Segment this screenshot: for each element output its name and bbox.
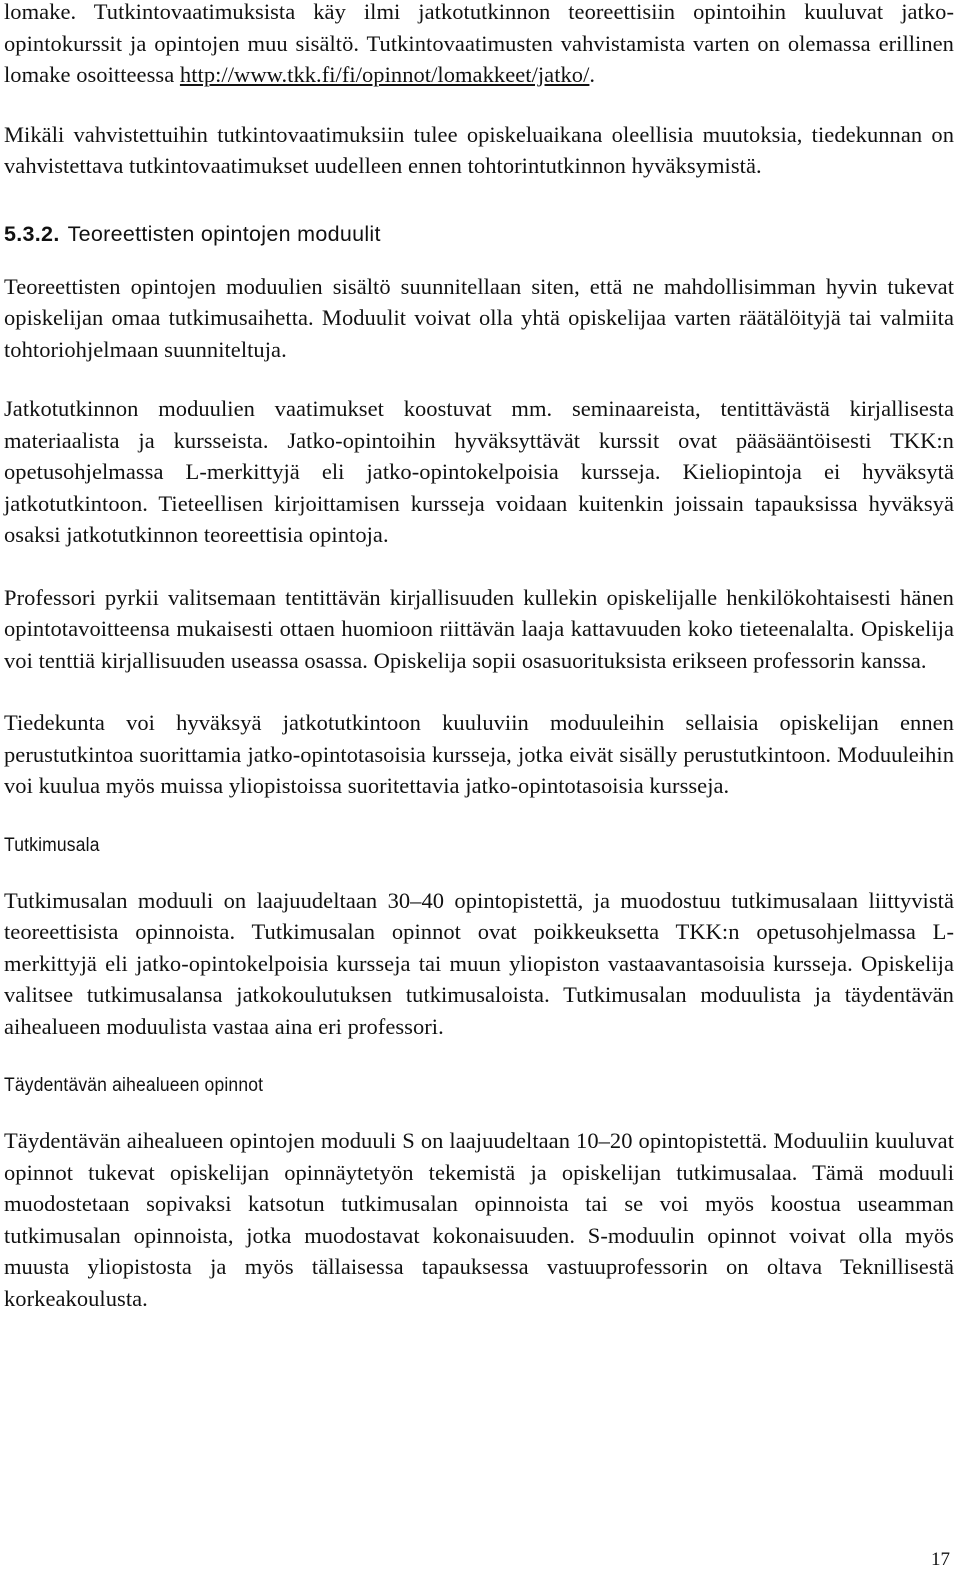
forms-link[interactable]: http://www.tkk.fi/fi/opinnot/lomakkeet/jatko/ (179, 62, 590, 87)
intro-text: lomake. Tutkintovaatimuksista käy ilmi jatkotutkinnon teoreettisiin opintoihin kuuluvat jatko-opintokurssit ja opintojen muu sisältö. Tutkintovaatimusten vahvistamista varten on olemassa erillinen lomake osoitteessa (4, 0, 954, 87)
research-area-heading: Tutkimusala (4, 834, 100, 856)
research-area-paragraph: Tutkimusalan moduuli on laajuudeltaan 30–40 opintopistettä, ja muodostuu tutkimusalaan liittyvistä teoreettisista opinnoista. Tutkimusalan opinnot ovat poikkeuksetta TKK:n opetusohjelmassa L-merkittyjä eli jatko-opintokelpoisia kursseja tai muun yliopiston vastaavantasoisia kursseja. Opiskelija valitsee tutkimusalansa jatkokoulutuksen tutkimusaloista. Tutkimusalan moduulista ja täydentävän aihealueen moduulista vastaa aina eri professori. (4, 887, 954, 1039)
modules-paragraph-2: Jatkotutkinnon moduulien vaatimukset koostuvat mm. seminaareista, tentittävästä kirjallisesta materiaalista ja kursseista. Jatko-opintoihin hyväksyttävät kurssit ovat pääsääntöisesti TKK:n opetusohjelmassa L-merkittyjä eli jatko-opintokelpoisia kursseja. Kieliopintoja ei hyväksytä jatkotutkintoon. Tieteellisen kirjoittamisen kursseja voidaan kuitenkin joissain tapauksissa hyväksyä osaksi jatkotutkinnon teoreettisia opintoja. (4, 396, 954, 547)
section-title: Teoreettisten opintojen moduulit (67, 221, 381, 246)
supplementary-heading: Täydentävän aihealueen opinnot (4, 1075, 264, 1096)
modules-paragraph-1: Teoreettisten opintojen moduulien sisältö suunnitellaan siten, että ne mahdollisimman hyvin tukevat opiskelijan omaa tutkimusaihetta. Moduulit voivat olla yhtä opiskelijaa varten räätälöityjä tai valmiita tohtoriohjelmaan suunniteltuja. (4, 273, 954, 362)
section-number: 5.3.2. (4, 221, 60, 246)
intro-text-end: . (589, 62, 596, 87)
page-number: 17 (931, 1549, 950, 1570)
supplementary-paragraph: Täydentävän aihealueen opintojen moduuli S on laajuudeltaan 10–20 opintopistettä. Moduuliin kuuluvat opinnot tukevat opiskelijan opinnäytetyön tekemistä ja opiskelijan tutkimusalaa. Tämä moduuli muodostetaan sopivaksi katsotun tutkimusalan opinnoista tai se voi myös koostua useamman tutkimusalan opinnoista, jotka muodostavat kokonaisuuden. S-moduulin opinnot voivat olla myös muusta yliopistosta ja myös tällaisessa tapauksessa vastuuprofessorin on oltava Teknillisestä korkeakoulusta. (4, 1128, 954, 1311)
faculty-paragraph: Tiedekunta voi hyväksyä jatkotutkintoon kuuluviin moduuleihin sellaisia opiskelijan ennen perustutkintoa suorittamia jatko-opintotasoisia kursseja, jotka eivät sisälly perustutkintoon. Moduuleihin voi kuulua myös muissa yliopistoissa suoritettavia jatko-opintotasoisia kursseja. (4, 710, 954, 798)
intro-paragraph (4, 0, 954, 91)
changes-paragraph: Mikäli vahvistettuihin tutkintovaatimuksiin tulee opiskeluaikana oleellisia muutoksia, tiedekunnan on vahvistettava tutkintovaatimukset uudelleen ennen tohtorintutkinnon hyväksymistä. (4, 121, 954, 178)
section-heading (4, 219, 954, 249)
professor-paragraph: Professori pyrkii valitsemaan tentittävän kirjallisuuden kullekin opiskelijalle henkilökohtaisesti hänen opintotavoitteensa mukaisesti ottaen huomioon riittävän laaja kattavuuden koko tieteenalalta. Opiskelija voi tenttiä kirjallisuuden useassa osassa. Opiskelija sopii osasuorituksista erikseen professorin kanssa. (4, 584, 954, 673)
